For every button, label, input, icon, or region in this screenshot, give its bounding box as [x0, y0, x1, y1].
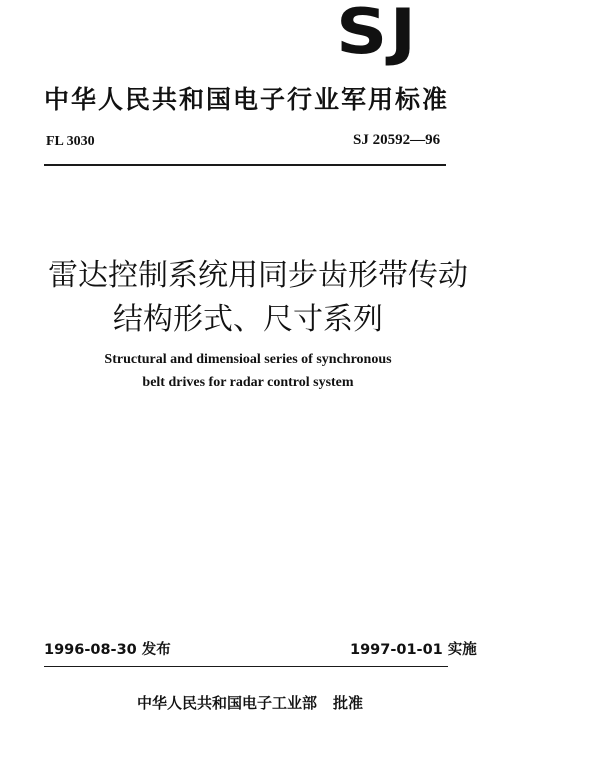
title-en-line-2: belt drives for radar control system	[142, 375, 354, 390]
standard-number: SJ 20592—96	[353, 132, 441, 148]
effective-date: 1997-01-01 实施	[350, 642, 477, 658]
title-cn-line-1: 雷达控制系统用同步齿形带传动	[48, 258, 468, 293]
document-title-english	[48, 348, 448, 394]
approval-action: 批准	[333, 694, 364, 712]
footer-divider	[44, 666, 448, 667]
sj-logo: SJ	[336, 0, 419, 68]
standard-category-title: 中华人民共和国电子行业军用标准	[44, 85, 450, 114]
title-cn-line-2: 结构形式、尺寸系列	[113, 302, 383, 337]
classification-code: FL 3030	[46, 134, 95, 149]
approving-authority: 中华人民共和国电子工业部	[136, 694, 317, 712]
document-title-chinese	[48, 254, 468, 342]
title-en-line-1: Structural and dimensioal series of synchronous	[104, 352, 392, 367]
approval-line	[0, 692, 500, 713]
header-divider	[44, 164, 446, 166]
publish-date: 1996-08-30 发布	[44, 642, 171, 658]
